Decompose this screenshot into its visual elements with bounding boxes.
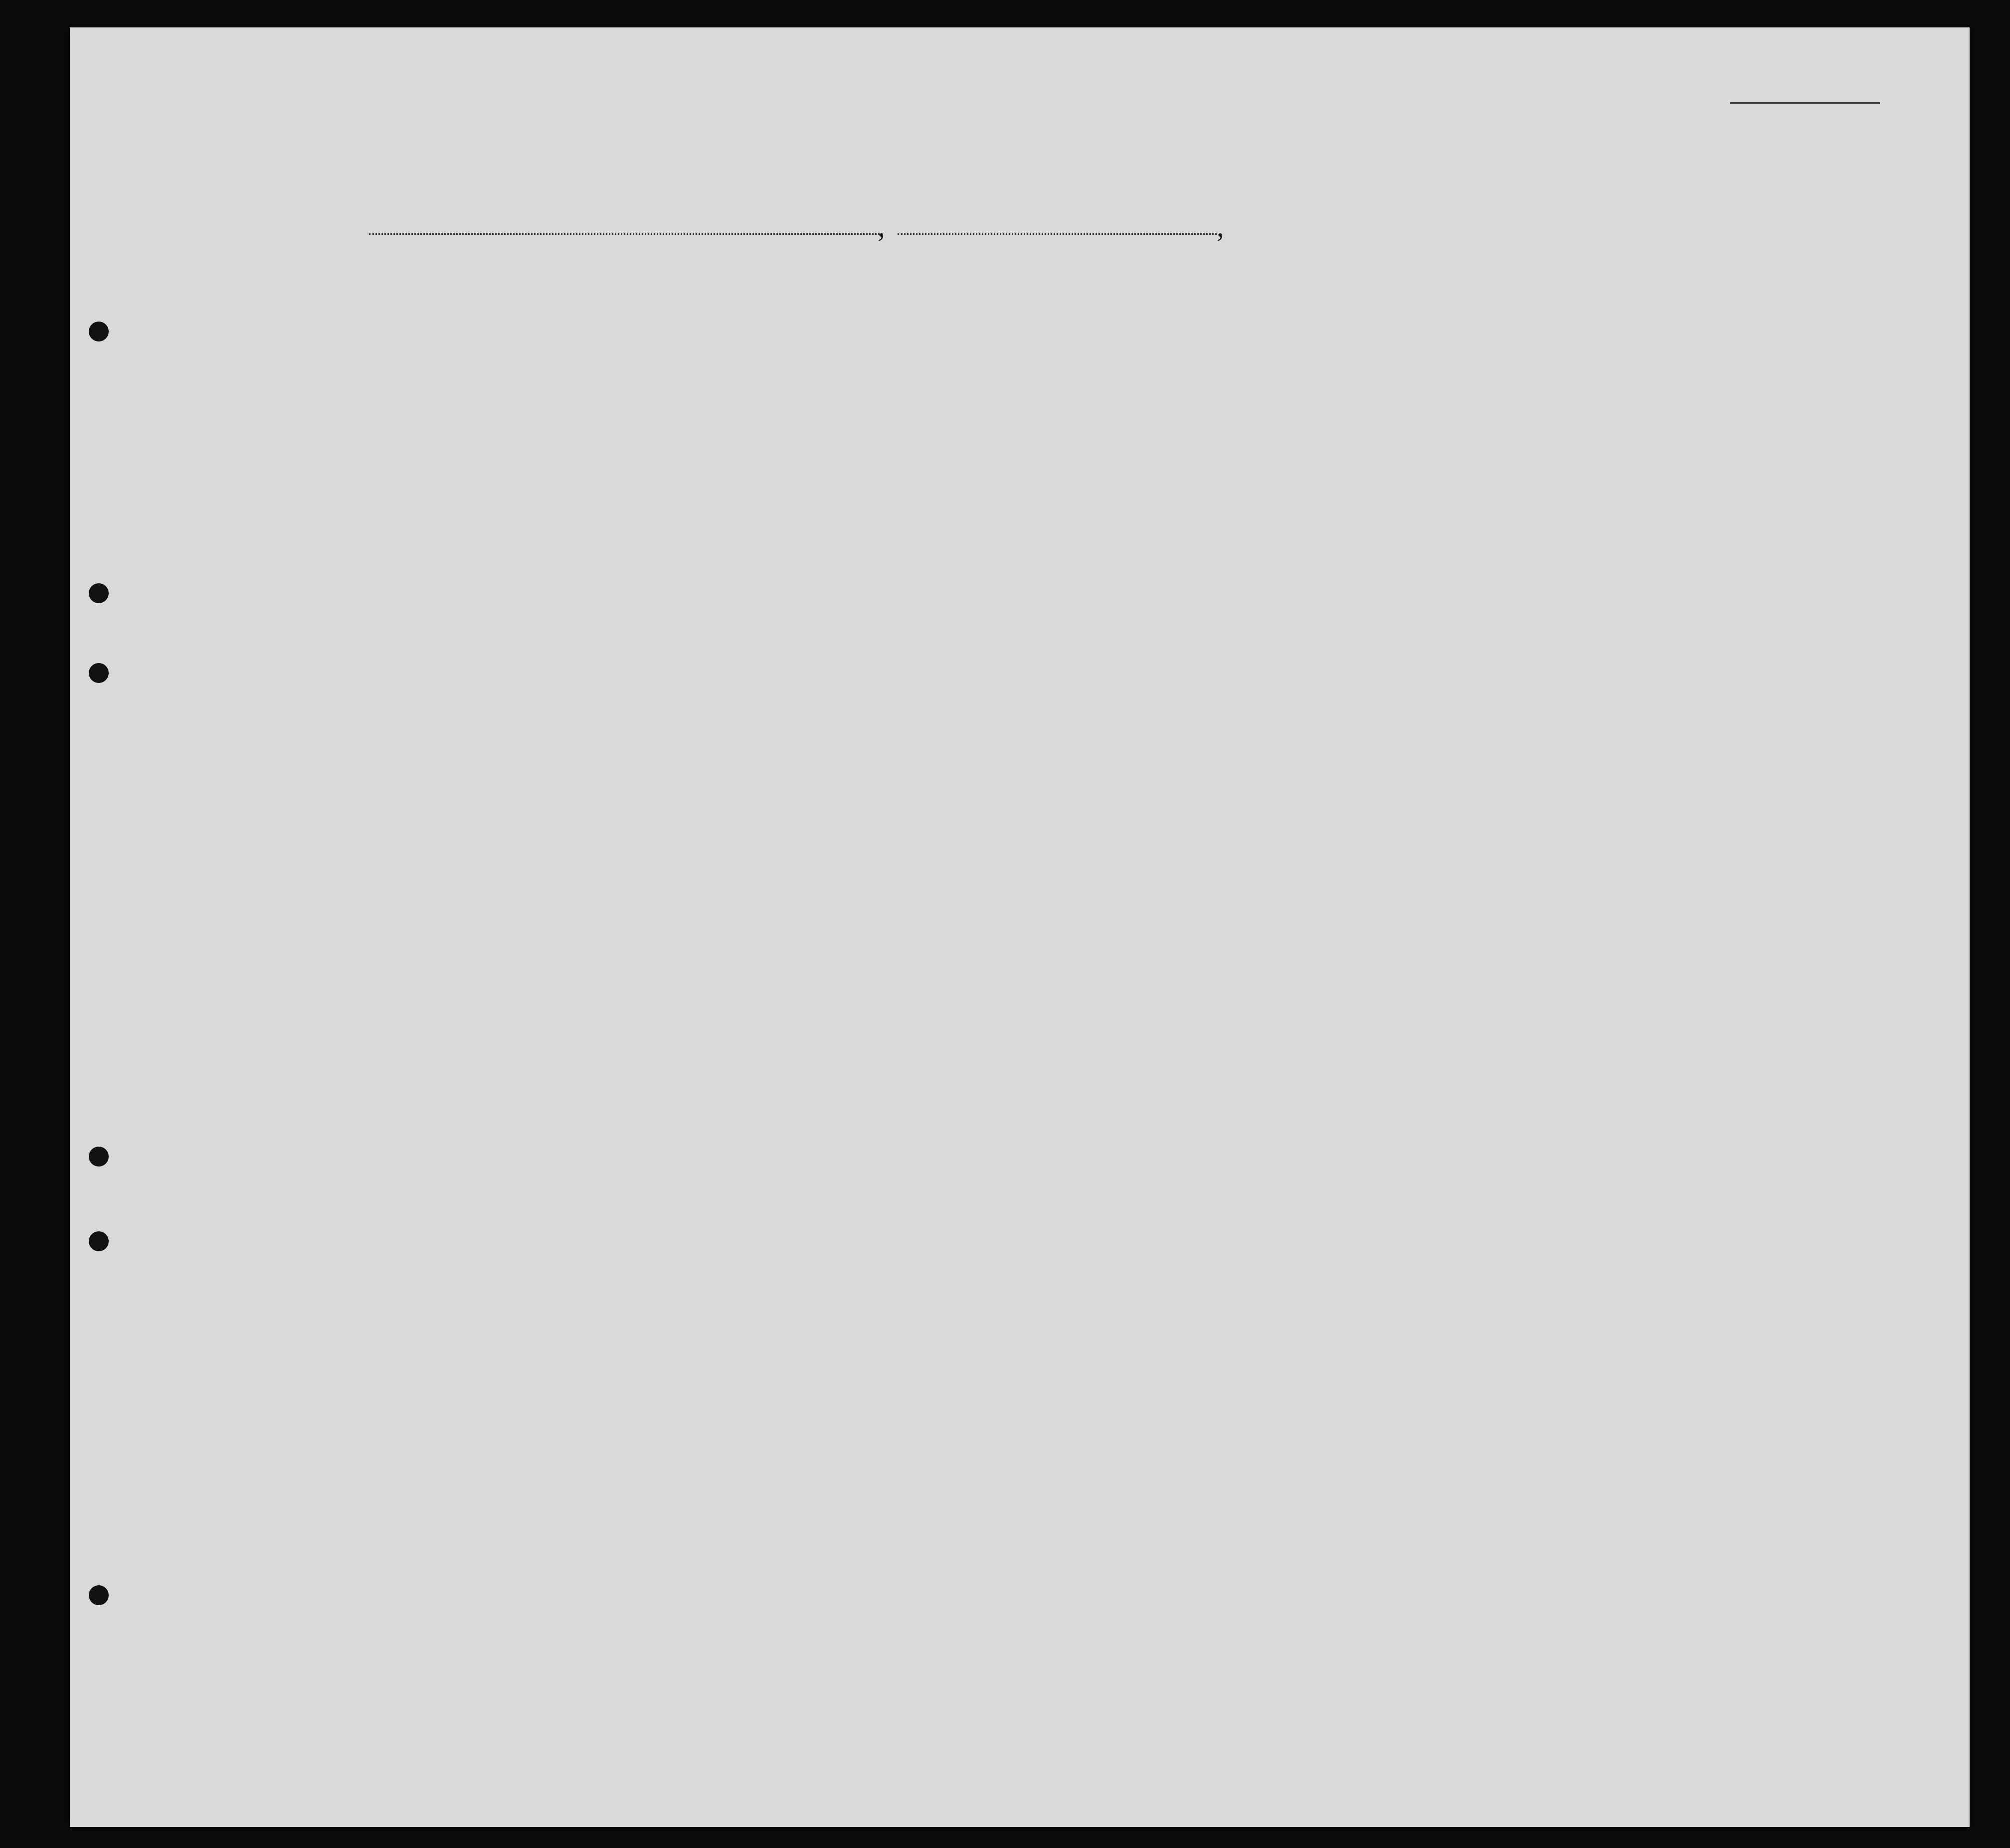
header-excluded (1488, 305, 1507, 427)
comma: , (878, 210, 885, 243)
header-intends-citizen (1265, 329, 1297, 429)
header-feet (1650, 389, 1665, 429)
header-overthrow (1396, 305, 1446, 427)
header-contract-labor (1451, 305, 1483, 427)
header-anarchist (1374, 305, 1391, 427)
header-prison (1301, 305, 1341, 427)
comma: , (1217, 210, 1224, 243)
header-inches (1678, 384, 1693, 429)
header-polygamist (1349, 305, 1366, 427)
header-length-of-stay (1227, 329, 1262, 429)
header-intends-return (1189, 329, 1224, 429)
header-fifty-dollars (731, 304, 758, 424)
header-arrested (1511, 305, 1530, 427)
header-ticket (601, 309, 628, 424)
